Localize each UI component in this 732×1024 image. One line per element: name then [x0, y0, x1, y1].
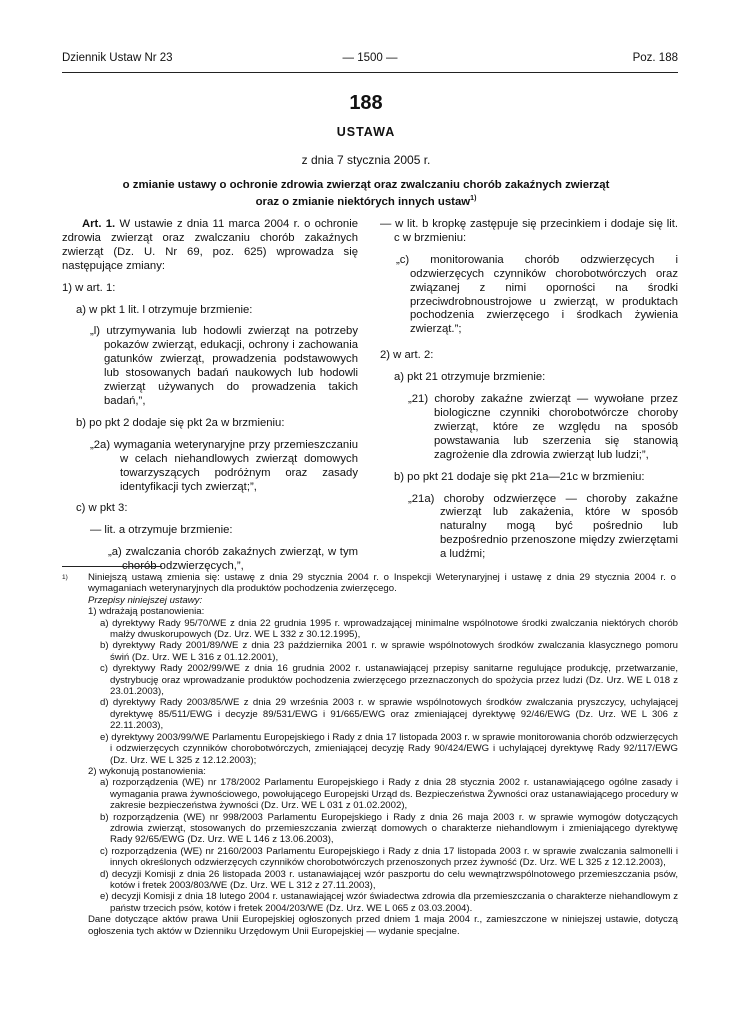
item-1b-quote: „2a) wymagania weterynaryjne przy przemieszczaniu w celach niehandlowych zwierząt domowych towarzyszących podróżnym oraz zasady identyfikacji tych zwierząt;”, [90, 438, 358, 493]
footnote-1e: e) dyrektywy 2003/99/WE Parlamentu Europejskiego i Rady z dnia 17 listopada 2003 r. w sprawie monitorowania chorób odzwierzęcych i odzwierzęcych czynników chorobotwórczych, zmieniającej decyzję Rady 90/424/EWG i uchylającej dyrektywę Rady 92/117/EWG (Dz. Urz. WE L 325 z 12.12.2003); [100, 731, 678, 766]
position-number: Poz. 188 [632, 52, 678, 64]
subject-line-2: oraz o zmianie niektórych innych ustaw [255, 195, 471, 208]
footnote-2d: d) decyzji Komisji z dnia 26 listopada 2003 r. ustanawiającej wzór paszportu do celu wewnątrzwspólnotowego przemieszczania psów, kotów i fretek 2003/803/WE (Dz. Urz. WE L 312 z 27.11.2003), [100, 868, 678, 891]
item-1c-quote: „a) zwalczania chorób zakaźnych zwierząt, w tym chorób odzwierzęcych,”, [108, 546, 358, 573]
right-column [380, 218, 678, 562]
footnote-rule [62, 566, 162, 567]
footnote-2a: a) rozporządzenia (WE) nr 178/2002 Parlamentu Europejskiego i Rady z dnia 28 stycznia 2002 r. ustanawiającego ogólne zasady i wymagania prawa żywnościowego, powołującego Europejski Urząd ds. Bezpieczeństwa Żywności oraz ustanawiającego procedury w zakresie bezpieczeństwa żywności (Dz. Urz. WE L 031 z 01.02.2002), [100, 777, 678, 812]
footnote-1c: c) dyrektywy Rady 2002/99/WE z dnia 16 grudnia 2002 r. ustanawiającej przepisy sanitarne regulujące produkcję, przetwarzanie, dystrybucję oraz wprowadzanie produktów pochodzenia zwierzęcego przeznaczonych do spożycia przez ludzi (Dz. Urz. WE L 018 z 23.01.2003), [100, 663, 678, 698]
act-type: USTAWA [336, 125, 396, 139]
footnote-mark: 1) [62, 574, 68, 581]
header-rule [62, 72, 678, 73]
footnote-1d: d) dyrektywy Rady 2003/85/WE z dnia 29 września 2003 r. w sprawie wspólnotowych środków zwalczania pryszczycy, uchylającej dyrektywę 85/511/EWG i decyzje 89/531/EWG i 91/665/EWG oraz zmieniającej dyrektywę 92/46/EWG (Dz. Urz. WE L 306 z 22.11.2003), [100, 697, 678, 732]
footnote-przepisy: Przepisy niniejszej ustawy: [88, 594, 203, 606]
journal-title: Dziennik Ustaw Nr 23 [62, 52, 173, 64]
footnote-section-2: 2) wykonują postanowienia: [88, 765, 206, 777]
item-2a-heading: a) pkt 21 otrzymuje brzmienie: [394, 371, 546, 384]
footnote [62, 572, 678, 937]
footnote-2b: b) rozporządzenia (WE) nr 998/2003 Parlamentu Europejskiego i Rady z dnia 26 maja 2003 r. w sprawie wymogów dotyczących zdrowia zwierząt, stosowanych do przemieszczania zwierząt domowych o charakterze niehandlowym i zmieniającego dyrektywę Rady 92/65/EWG (Dz. Urz. WE L 146 z 13.06.2003), [100, 811, 678, 846]
running-header [62, 52, 678, 72]
footnote-2e: e) decyzji Komisji z dnia 18 lutego 2004 r. ustanawiającej wzór świadectwa zdrowia dla przemieszczania o charakterze niehandlowym z państw trzecich psów, kotów i fretek 2004/203/WE (Dz. Urz. WE L 065 z 03.03.2004). [100, 891, 678, 914]
page-number: — 1500 — [342, 52, 398, 64]
footnote-2c: c) rozporządzenia (WE) nr 2160/2003 Parlamentu Europejskiego i Rady z dnia 17 listopada 2003 r. w sprawie zwalczania salmonelli i innych określonych odzwierzęcych czynników chorobotwórczych przenoszonych przez żywność (Dz. Urz. WE L 325 z 12.12.2003), [100, 845, 678, 869]
item-2b-quote: „21a) choroby odzwierzęce — choroby zakaźne zwierząt lub zakażenia, które w sposób naturalny mogą być pośrednio lub bezpośrednio przenoszone między zwierzętami a ludźmi; [408, 492, 678, 561]
footnote-closing: Dane dotyczące aktów prawa Unii Europejskiej ogłoszonych przed dniem 1 maja 2004 r., zamieszczone w niniejszej ustawie, dotyczą ogłoszenia tych aktów w Dzienniku Urzędowym Unii Europejskiej — wydanie specjalne. [88, 914, 678, 937]
item-2a-quote: „21) choroby zakaźne zwierząt — wywołane przez biologiczne czynniki chorobotwórcze choroby zwierząt, które ze względu na sposób powstawania lub szerzenia się stanowią zagrożenie dla zdrowia zwierząt lub ludzi;”, [408, 393, 678, 461]
article-label: Art. 1. [82, 218, 116, 230]
footnote-reference[interactable]: 1) [470, 195, 477, 202]
left-column [62, 218, 358, 574]
act-subject [100, 178, 632, 209]
item-1a-heading: a) w pkt 1 lit. l otrzymuje brzmienie: [76, 303, 253, 316]
footnote-intro: Niniejszą ustawą zmienia się: ustawę z dnia 29 stycznia 2004 r. o Inspekcji Weterynaryjnej i ustawę z dnia 29 stycznia 2004 r. o wymaganiach weterynaryjnych dla produktów pochodzenia zwierzęcego. [88, 572, 676, 595]
item-1b-heading: b) po pkt 2 dodaje się pkt 2a w brzmieniu: [76, 416, 285, 429]
item-1c-dash-b: — w lit. b kropkę zastępuje się przecinkiem i dodaje się lit. c w brzmieniu: [380, 218, 678, 244]
item-2b-heading: b) po pkt 21 dodaje się pkt 21a—21c w brzmieniu: [394, 470, 645, 483]
article-text: W ustawie z dnia 11 marca 2004 r. o ochronie zdrowia zwierząt oraz zwalczaniu chorób zakaźnych zwierząt (Dz. U. Nr 69, poz. 625) wprowadza się następujące zmiany: [62, 218, 359, 272]
item-1c-dash: — lit. a otrzymuje brzmienie: [90, 524, 233, 537]
footnote-section-1: 1) wdrażają postanowienia: [88, 606, 205, 618]
amendment-item-2: 2) w art. 2: [380, 349, 434, 362]
subject-line-1: o zmianie ustawy o ochronie zdrowia zwierząt oraz zwalczaniu chorób zakaźnych zwierząt [122, 179, 610, 191]
item-1c-quote-c: „c) monitorowania chorób odzwierzęcych i odzwierzęcych czynników chorobotwórczych oraz związanej z nimi oporności na środki przeciwdrobnoustrojowe u zwierząt, w produktach pochodzenia zwierzęcego i środkach żywienia zwierząt.”; [396, 253, 678, 336]
act-date: z dnia 7 stycznia 2005 r. [301, 153, 431, 167]
item-1c-heading: c) w pkt 3: [76, 502, 128, 515]
act-number: 188 [349, 92, 383, 114]
footnote-1a: a) dyrektywy Rady 95/70/WE z dnia 22 grudnia 1995 r. wprowadzającej minimalne wspólnotowe środki zwalczania niektórych chorób małży dwuskorupowych (Dz. Urz. WE L 332 z 30.12.1995), [100, 617, 678, 641]
amendment-item-1: 1) w art. 1: [62, 281, 116, 294]
article-1 [62, 218, 358, 274]
footnote-1b: b) dyrektywy Rady 2001/89/WE z dnia 23 października 2001 r. w sprawie wspólnotowych środków zwalczania klasycznego pomoru świń (Dz. Urz. WE L 316 z 01.12.2001), [100, 640, 678, 663]
item-1a-quote: „l) utrzymywania lub hodowli zwierząt na potrzeby pokazów zwierząt, edukacji, ochrony i zachowania gatunków zwierząt, prowadzenia podstawowych lub stosowanych badań naukowych lub hodowli zwierząt używanych do prowadzenia takich badań,”, [90, 325, 358, 407]
